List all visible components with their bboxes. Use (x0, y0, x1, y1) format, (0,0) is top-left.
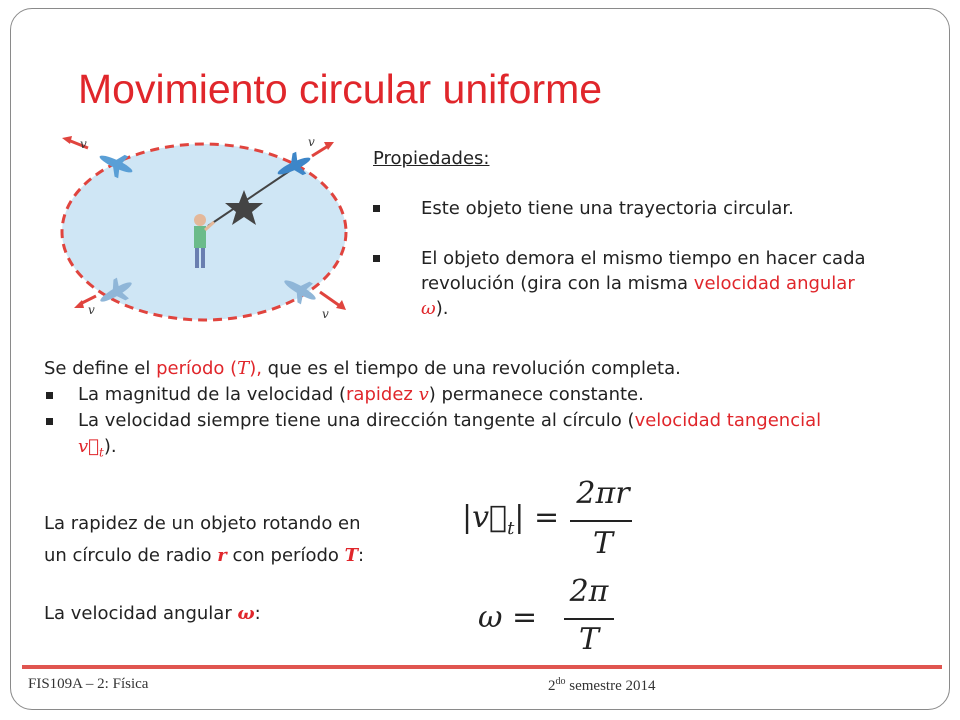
bullet-text: ) permanece constante. (428, 384, 644, 405)
footer-course: FIS109A – 2: Física (28, 676, 149, 692)
equation-numerator: 2π (569, 574, 609, 609)
subscript: t (507, 518, 515, 539)
fraction-bar (564, 618, 614, 620)
highlight-text: ), (249, 358, 262, 379)
def-text: Se define el (44, 358, 157, 379)
speed-symbol: v (418, 384, 429, 405)
statement-line (44, 540, 364, 572)
bullet-text: El objeto demora el mismo tiempo en hacer cada revolución (gira con la misma (421, 248, 866, 294)
angular-velocity-equation (478, 574, 638, 664)
subscript: t (98, 445, 104, 460)
slide-title: Movimiento circular uniforme (78, 66, 603, 112)
highlight-text: velocidad angular (693, 273, 855, 294)
list-item (44, 382, 934, 408)
statement-text: : (254, 603, 261, 624)
highlight-text: velocidad tangencial (634, 410, 822, 431)
bullet-text: Este objeto tiene una trayectoria circular. (421, 198, 794, 219)
properties-heading: Propiedades: (373, 148, 490, 169)
footer-divider (22, 665, 942, 669)
tangential-velocity-symbol: v⃗ (78, 436, 99, 457)
equation-left (462, 500, 559, 539)
equation-left: ω = (478, 600, 538, 635)
footer-superscript: do (555, 676, 566, 687)
period-symbol: T (344, 545, 359, 566)
list-item (44, 408, 934, 466)
statement-text: un círculo de radio (44, 545, 218, 566)
def-text: que es el tiempo de una revolución completa. (261, 358, 681, 379)
list-item (373, 196, 933, 221)
highlight-text: período ( (156, 358, 238, 379)
speed-statement (44, 508, 364, 572)
angular-velocity-statement (44, 603, 261, 624)
equation-numerator: 2πr (576, 476, 630, 511)
bullet-square-icon (373, 255, 380, 262)
bullet-text: ). (103, 436, 117, 457)
statement-text: : (358, 545, 365, 566)
velocity-label: v (308, 135, 315, 149)
circular-motion-illustration (58, 128, 358, 328)
equation-denominator: T (592, 526, 613, 561)
definitions-section (44, 356, 934, 466)
velocity-label: v (322, 307, 329, 321)
bullet-text-end: ). (435, 298, 449, 319)
list-item (373, 246, 911, 321)
omega-symbol: ω (237, 603, 255, 624)
equation-denominator: T (578, 622, 599, 657)
bullet-square-icon (46, 418, 53, 425)
velocity-label: v (80, 137, 87, 151)
footer-text: semestre 2014 (565, 678, 656, 694)
properties-section (373, 146, 933, 321)
bullet-square-icon (46, 392, 53, 399)
velocity-vector-symbol: |v⃗ (462, 500, 508, 535)
statement-text: con período (226, 545, 345, 566)
speed-equation (462, 476, 662, 566)
radius-symbol: r (217, 545, 227, 566)
bullet-square-icon (373, 205, 380, 212)
statement-line: La rapidez de un objeto rotando en (44, 513, 361, 534)
velocity-label: v (88, 303, 95, 317)
period-definition (44, 356, 934, 382)
statement-text: La velocidad angular (44, 603, 238, 624)
footer-semester (548, 676, 655, 695)
bullet-text: La magnitud de la velocidad ( (78, 384, 347, 405)
omega-symbol: ω (421, 298, 436, 319)
equation-operator: | = (514, 500, 560, 535)
footer-text: 2 (548, 678, 556, 694)
fraction-bar (570, 520, 632, 522)
bullet-text: La velocidad siempre tiene una dirección tangente al círculo ( (78, 410, 635, 431)
period-symbol: T (237, 358, 250, 379)
highlight-text: rapidez (346, 384, 419, 405)
